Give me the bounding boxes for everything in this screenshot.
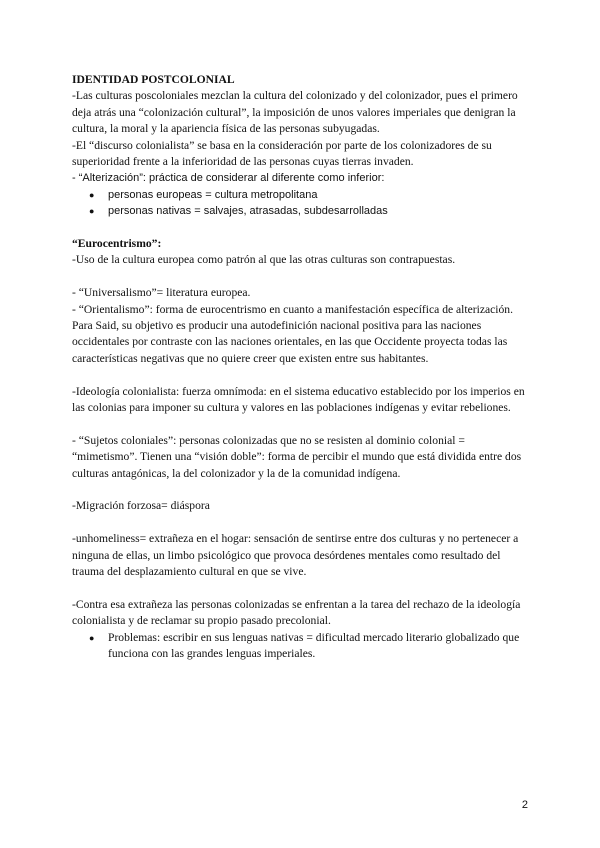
paragraph-cultures: -Las culturas poscoloniales mezclan la cultura del colonizado y del colonizador, pues el primero deja atrás una “colonización cultural”, la imposición de unos valores imperiales que denigran la cultura, la moral y la apariencia física de las personas subyugadas.: [72, 89, 518, 136]
document-body: [72, 72, 528, 663]
list-item: ● Problemas: escribir en sus lenguas nativas = dificultad mercado literario globalizado que funciona con las grandes lenguas imperiales.: [72, 630, 528, 663]
paragraph-orientalismo: - “Orientalismo”: forma de eurocentrismo en cuanto a manifestación específica de alterización. Para Said, su objetivo es producir una autodefinición nacional positiva para las naciones occidentales por contraste con las naciones orientales, en las que Occidente proyecta todas las características negativas que no quiere creer que existen entre sus habitantes.: [72, 302, 514, 365]
document-title: IDENTIDAD POSTCOLONIAL: [72, 73, 235, 86]
page-number: 2: [521, 799, 528, 811]
paragraph-sujetos: - “Sujetos coloniales”: personas colonizadas que no se resisten al dominio colonial = “mimetismo”. Tienen una “visión doble”: forma de percibir el mundo que está dividida entre dos culturas antagónicas, la del colonizador y la de la comunidad indígena.: [72, 433, 522, 480]
alterizacion-list: [72, 187, 528, 220]
paragraph-unhomeliness: -unhomeliness= extrañeza en el hogar: sensación de sentirse entre dos culturas y no pertenecer a ninguna de ellas, un limbo psicológico que provoca desórdenes mentales como resultado del trauma del desplazamiento cultural en que se vive.: [72, 532, 519, 579]
paragraph-eurocentrismo: -Uso de la cultura europea como patrón al que las otras culturas son contrapuestas.: [72, 253, 456, 267]
paragraph-alterizacion: - “Alterización”: práctica de considerar al diferente como inferior:: [72, 172, 385, 185]
paragraph-universalismo: - “Universalismo”= literatura europea.: [72, 286, 251, 300]
list-item: ● personas nativas = salvajes, atrasadas, subdesarrolladas: [72, 203, 528, 219]
problemas-list: [72, 630, 528, 663]
paragraph-contra: -Contra esa extrañeza las personas colonizadas se enfrentan a la tarea del rechazo de la ideología colonialista y de reclamar su propio pasado precolonial.: [72, 597, 521, 628]
paragraph-migracion: -Migración forzosa= diáspora: [72, 499, 210, 513]
paragraph-discourse: -El “discurso colonialista” se basa en la consideración por parte de los colonizadores de su superioridad frente a la inferioridad de las personas cuyas tierras invaden.: [72, 138, 492, 169]
list-item: ● personas europeas = cultura metropolitana: [72, 187, 528, 203]
section-heading-eurocentrismo: “Eurocentrismo”:: [72, 237, 162, 251]
paragraph-ideologia: -Ideología colonialista: fuerza omnímoda: en el sistema educativo establecido por los imperios en las colonias para imponer su cultura y valores en las poblaciones indígenas y evitar rebeliones.: [72, 384, 525, 415]
